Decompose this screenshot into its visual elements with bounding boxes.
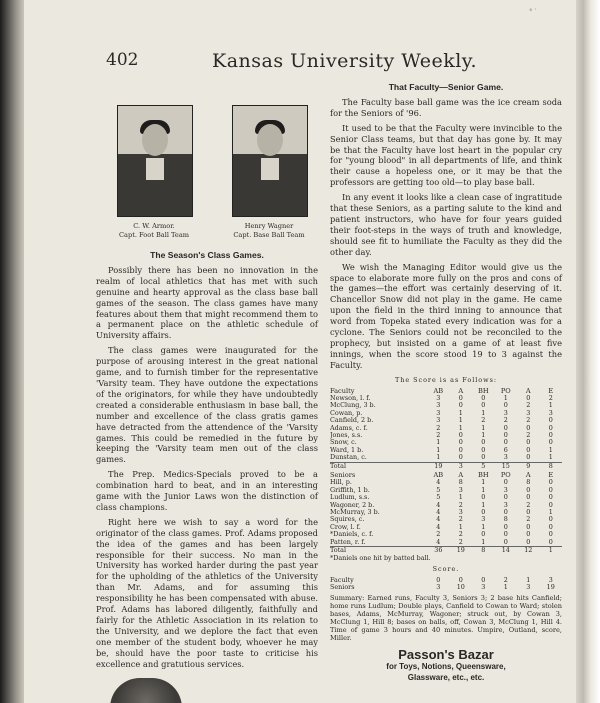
inning-score-table	[330, 577, 562, 592]
table-cell: 2	[436, 530, 441, 539]
table-cell: 1	[503, 583, 508, 592]
table-cell: 0	[526, 493, 531, 502]
table-cell: Total	[330, 546, 347, 555]
table-cell: 3	[503, 500, 508, 509]
table-cell: *Daniels, c. f.	[330, 531, 374, 539]
table-cell: 0	[548, 530, 553, 539]
table-cell: 0	[481, 453, 486, 462]
ad-title: Passon's Bazar	[398, 646, 494, 662]
table-cell: 3	[436, 416, 441, 425]
table-cell: 0	[481, 493, 486, 502]
table-cell: 0	[481, 393, 486, 402]
page-number: 402	[106, 50, 139, 70]
table-cell: 0	[503, 401, 508, 410]
article-paragraph: The Prep. Medics-Specials proved to be a combination hard to beat, and in an interesting game with the Junior Laws won the distinction of class champions.	[96, 469, 318, 512]
table-cell: 19	[546, 583, 555, 592]
ad-line: for Toys, Notions, Queensware,	[386, 661, 506, 671]
table-cell: 0	[526, 445, 531, 454]
table-cell: Snow, c.	[330, 439, 357, 447]
table-cell: 4	[436, 522, 441, 531]
table-cell: 1	[458, 416, 463, 425]
table-cell: 1	[481, 522, 486, 531]
article-class-games	[96, 250, 318, 674]
table-cell: 12	[524, 546, 533, 555]
table-cell: McMurray, 3 b.	[330, 509, 380, 517]
table-cell: 8	[458, 478, 463, 487]
table-cell: 0	[436, 575, 441, 584]
score-label: Score.	[432, 564, 460, 573]
table-cell: 1	[548, 508, 553, 517]
table-cell: 5	[436, 493, 441, 502]
table-cell: 4	[436, 537, 441, 546]
table-cell: 8	[548, 461, 553, 470]
table-cell: Crow, l. f.	[330, 523, 361, 531]
table-cell: 1	[548, 546, 553, 555]
table-cell: 1	[458, 493, 463, 502]
ad-line: Glassware, etc., etc.	[407, 672, 485, 682]
article-heading: The Season's Class Games.	[150, 250, 264, 260]
table-cell: 0	[548, 431, 553, 439]
table-row	[330, 454, 562, 462]
scanner-thumb	[110, 678, 182, 703]
table-cell: 1	[481, 408, 486, 417]
table-cell: 1	[481, 478, 486, 487]
table-cell: 3	[503, 485, 508, 494]
table-cell: 3	[503, 453, 508, 462]
article-paragraph: Right here we wish to say a word for the originator of the class games. Prof. Adams proposed the idea of the games and has been largely responsible for their success. No man in the University has worked harder during the past year for the upholding of the athletics of the University than Mr. Adams, and for assuming this responsibility he has been compensated with abuse. Prof. Adams has labored diligently, faithfully and fairly for the Athletic Association in its relation to the University, and we deplore the fact that even one member of the student body, whoever he may be, should have the poor taste to criticise his excellence and gratutious services.	[96, 516, 318, 669]
table-cell: 2	[548, 393, 553, 402]
table-cell: 4	[436, 500, 441, 509]
table-cell: 3	[481, 583, 486, 592]
caption-armor	[107, 222, 201, 239]
table-cell: Faculty	[330, 576, 354, 584]
table-cell: 0	[481, 530, 486, 539]
table-cell: 1	[481, 500, 486, 509]
table-cell: 19	[434, 461, 443, 470]
table-cell: 1	[481, 537, 486, 546]
table-cell: 0	[481, 508, 486, 517]
table-cell: 2	[526, 515, 531, 524]
article-paragraph: In any event it looks like a clean case of ingratitude that these Seniors, as a parting salute to the kind and patient instructors, who have for four years guided their foot-steps in the ways of truth and knowledge, should see fit to humiliate the Faculty as they did the other day.	[330, 192, 562, 257]
table-cell: 0	[548, 493, 553, 502]
table-cell: 0	[526, 453, 531, 462]
article-paragraph: The Faculty base ball game was the ice cream soda for the Seniors of '96.	[330, 96, 562, 118]
table-cell: 3	[458, 508, 463, 517]
article-heading: That Faculty—Senior Game.	[388, 82, 504, 92]
table-cell: 1	[458, 522, 463, 531]
journal-title: Kansas University Weekly.	[212, 50, 478, 72]
table-cell: 6	[503, 445, 508, 454]
inning-rows	[330, 577, 562, 592]
table-cell: 1	[503, 393, 508, 402]
table-cell: 0	[526, 537, 531, 546]
table-cell: 4	[436, 508, 441, 517]
table-cell: 0	[526, 508, 531, 517]
caption-name: C. W. Armor.	[133, 222, 175, 230]
box-score-seniors	[330, 472, 562, 554]
game-summary: Summary: Earned runs, Faculty 3, Seniors 3; 2 base hits Canfield; home runs Ludlum; Double plays, Canfield to Cowan to Ward; stolen bases, Adams, McMurray, Wagoner; struck out, by Cowan 3, McClung 1, Hill 8; bases on balls, off, Cowan 3, McClung 1, Hill 4. Time of game 3 hours and 40 minutes. Umpire, Outland, score, Miller.	[330, 593, 562, 642]
table-cell: McClung, 3 b.	[330, 402, 376, 410]
table-cell: 0	[481, 401, 486, 410]
table-cell: 0	[503, 423, 508, 432]
table-cell: 1	[481, 485, 486, 494]
table-cell: 0	[526, 423, 531, 432]
table-cell: 2	[526, 416, 531, 425]
table-cell: 1	[458, 408, 463, 417]
score-heading: The Score is as Follows:	[394, 375, 498, 384]
table-cell: Cowan, p.	[330, 409, 363, 417]
caption-role: Capt. Base Ball Team	[233, 230, 305, 239]
scanned-page	[24, 0, 576, 703]
table-cell: 2	[436, 423, 441, 432]
table-cell: 2	[503, 416, 508, 425]
table-cell: 0	[526, 522, 531, 531]
table-cell: 3	[436, 401, 441, 410]
box-score-faculty	[330, 388, 562, 470]
table-cell: Total	[330, 462, 347, 470]
faculty-rows	[330, 395, 562, 462]
table-cell: 5	[481, 461, 486, 470]
table-cell: 0	[503, 537, 508, 546]
table-cell: 3	[436, 393, 441, 402]
table-cell: 9	[526, 461, 531, 470]
caption-name: Henry Wagner	[244, 222, 294, 230]
team-label: Seniors	[330, 472, 356, 480]
column-header: AB	[433, 386, 444, 395]
page-edge	[576, 0, 600, 703]
article-paragraph: It used to be that the Faculty were invincible to the Senior Class teams, but that day has gone by. It may be that the Faculty have lost heart in the popular cry for "young blood" in all departments of life, and think their cause a hopeless one, or it may be that the professors are getting too old—to play base ball.	[330, 122, 562, 188]
table-cell: 1	[548, 401, 553, 410]
table-cell: 0	[526, 438, 531, 447]
book-spine	[0, 0, 24, 703]
table-cell: 0	[503, 478, 508, 487]
team-label: Faculty	[330, 387, 355, 395]
table-cell: 0	[458, 438, 463, 447]
table-cell: 2	[458, 530, 463, 539]
caption-role: Capt. Foot Ball Team	[119, 230, 189, 239]
table-cell: 0	[458, 431, 463, 439]
column-header: BH	[477, 471, 489, 480]
table-cell: 1	[458, 423, 463, 432]
column-header: E	[548, 386, 554, 395]
article-faculty-senior	[330, 82, 562, 683]
table-cell: Seniors	[330, 584, 355, 592]
table-cell: 1	[481, 423, 486, 432]
table-cell: Canfield, 2 b.	[330, 417, 374, 425]
senior-rows	[330, 479, 562, 546]
table-cell: 2	[526, 401, 531, 410]
table-cell: 0	[458, 401, 463, 410]
table-cell: 1	[436, 445, 441, 454]
table-cell: 0	[503, 530, 508, 539]
table-cell: Patten, r. f.	[330, 538, 366, 546]
table-cell: 0	[548, 522, 553, 531]
table-cell: Griffith, 1 b.	[330, 486, 370, 494]
table-cell: 3	[503, 408, 508, 417]
table-cell: 0	[503, 508, 508, 517]
table-cell: 0	[503, 431, 508, 439]
table-cell: 3	[481, 515, 486, 524]
column-header: BH	[477, 386, 489, 395]
portrait-armor	[117, 105, 193, 217]
table-cell: 0	[548, 416, 553, 425]
footnote: *Daniels one hit by batted ball.	[330, 553, 431, 562]
table-cell: 10	[456, 583, 465, 592]
column-header: A	[525, 386, 531, 395]
table-cell: 0	[548, 537, 553, 546]
portrait-wagner	[232, 105, 308, 217]
table-cell: 0	[548, 423, 553, 432]
table-cell: Newson, l. f.	[330, 394, 371, 402]
total-row	[330, 462, 562, 470]
table-cell: 14	[501, 546, 510, 555]
table-cell: 5	[436, 485, 441, 494]
table-cell: 0	[548, 478, 553, 487]
table-cell: 2	[458, 537, 463, 546]
column-header: A	[525, 471, 531, 480]
table-cell: 1	[548, 453, 553, 462]
table-cell: 0	[526, 393, 531, 402]
table-cell: 1	[436, 438, 441, 447]
article-paragraph: We wish the Managing Editor would give us the space to elaborate more fully on the pros and cons of the games—the effort was certainly deserving of it. Chancellor Snow did not play in the game. He came upon the field in the third inning to announce that word from Topeka stated every indication was for a cyclone. The Seniors could not be reconciled to the prophecy, but insisted on a game of at least five innings, when the score stood 19 to 3 against the Faculty.	[330, 261, 562, 370]
table-cell: 3	[436, 408, 441, 417]
table-cell: 3	[458, 485, 463, 494]
table-cell: 0	[458, 393, 463, 402]
table-cell: 2	[526, 431, 531, 439]
table-cell: 3	[458, 461, 463, 470]
table-cell: 8	[526, 478, 531, 487]
table-cell: 0	[458, 575, 463, 584]
table-cell: Adams, c. f.	[330, 424, 368, 432]
table-cell: 2	[481, 416, 486, 425]
table-cell: 0	[548, 438, 553, 447]
table-cell: 0	[548, 500, 553, 509]
table-cell: 3	[526, 583, 531, 592]
table-cell: 0	[481, 445, 486, 454]
table-cell: Squires, c.	[330, 516, 365, 524]
table-cell: 3	[436, 583, 441, 592]
table-cell: 3	[548, 408, 553, 417]
table-cell: Jones, s.s.	[330, 432, 363, 439]
table-cell: 0	[526, 530, 531, 539]
table-cell: 15	[501, 461, 510, 470]
table-cell: 2	[526, 500, 531, 509]
table-cell: Ward, 1 b.	[330, 446, 364, 454]
table-cell: 0	[481, 438, 486, 447]
table-cell: 3	[548, 575, 553, 584]
table-cell: 8	[481, 546, 486, 555]
table-cell: 1	[548, 445, 553, 454]
table-cell: 36	[434, 546, 443, 555]
table-cell: 0	[526, 485, 531, 494]
table-cell: 2	[458, 500, 463, 509]
article-paragraph: Possibly there has been no innovation in the realm of local athletics that has met with such genuine and hearty approval as the class base ball games of the season. The class games have many features about them that might recommend them to a permanent place on the athletic schedule of University affairs.	[96, 264, 318, 341]
table-cell: 3	[526, 408, 531, 417]
table-cell: 19	[456, 546, 465, 555]
table-cell: 0	[503, 522, 508, 531]
page-header	[106, 50, 576, 80]
column-header: AB	[433, 471, 444, 480]
table-cell: 0	[548, 485, 553, 494]
table-cell: Wagoner, 2 b.	[330, 501, 375, 509]
table-cell: 2	[436, 431, 441, 439]
column-header: PO	[500, 386, 511, 395]
column-header: PO	[500, 471, 511, 480]
table-cell: 0	[458, 445, 463, 454]
table-cell: 4	[436, 478, 441, 487]
library-stamp: ° ′	[529, 8, 537, 16]
table-cell: 1	[481, 431, 486, 439]
table-cell: 0	[548, 515, 553, 524]
table-cell: 0	[481, 575, 486, 584]
table-cell: 1	[436, 453, 441, 462]
table-cell: 1	[526, 575, 531, 584]
table-cell: 2	[503, 575, 508, 584]
table-row	[330, 584, 562, 591]
column-header: A	[458, 471, 464, 480]
table-cell: Dunstan, c.	[330, 454, 367, 462]
table-cell: 0	[458, 453, 463, 462]
column-header: E	[548, 471, 554, 480]
column-header: A	[458, 386, 464, 395]
table-cell: 2	[458, 515, 463, 524]
table-cell: Hill, p.	[330, 479, 352, 487]
article-paragraph: The class games were inaugurated for the purpose of arousing interest in the great national game, and to furnish timber for the representative 'Varsity team. They have outdone the expectations of the originators, for while they have undoubtedly created a considerable enthusiasm in base ball, the number and excellence of the class gratis games have detracted from the attendence of the 'Varsity games. This could be remedied in the future by keeping the 'Varsity team men out of the class games.	[96, 345, 318, 465]
table-cell: Ludlum, s.s.	[330, 494, 370, 502]
caption-wagner	[222, 222, 316, 239]
table-cell: 0	[503, 493, 508, 502]
table-cell: 8	[503, 515, 508, 524]
table-cell: 0	[503, 438, 508, 447]
table-cell: 4	[436, 515, 441, 524]
